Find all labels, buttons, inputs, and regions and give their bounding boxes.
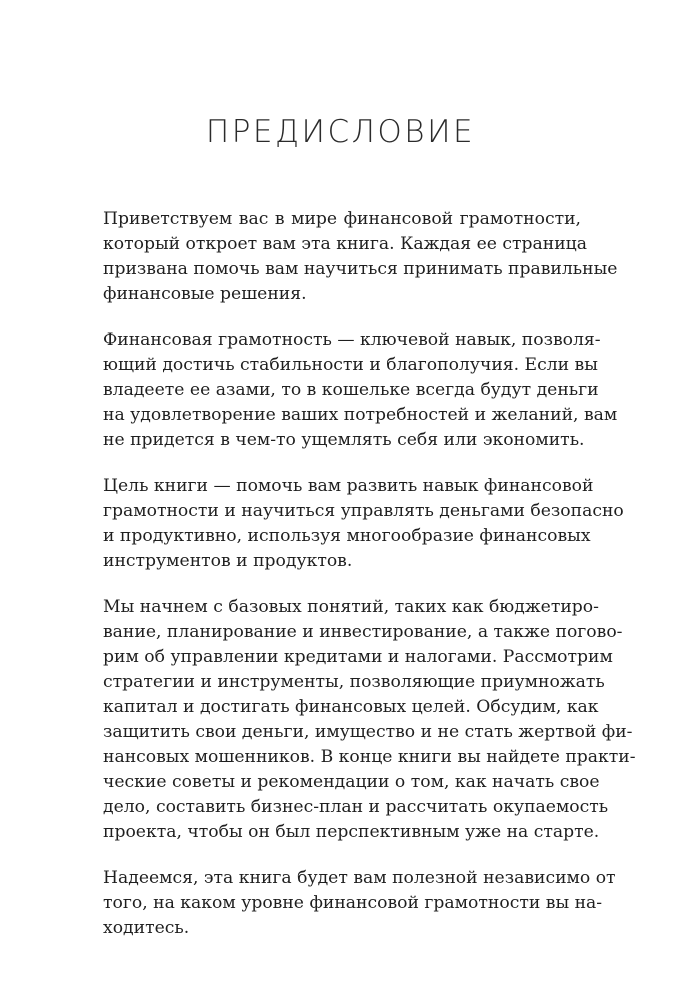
text-line: призвана помочь вам научиться принимать правильные <box>103 259 618 279</box>
text-line: ющий достичь стабильности и благополучия. Если вы <box>103 355 598 375</box>
text-line: Приветствуем вас в мире финансовой грамотности, <box>103 209 581 229</box>
paragraph-5 <box>103 866 616 941</box>
text-line: дело, составить бизнес-план и рассчитать окупаемость <box>103 797 609 817</box>
text-line: грамотности и научиться управлять деньгами безопасно <box>103 501 624 521</box>
paragraph-4 <box>103 595 636 845</box>
text-line: Цель книги — помочь вам развить навык финансовой <box>103 476 594 496</box>
text-line: того, на каком уровне финансовой грамотности вы на- <box>103 893 603 913</box>
text-line: вание, планирование и инвестирование, а также погово- <box>103 622 623 642</box>
paragraph-1 <box>103 207 618 307</box>
text-line: капитал и достигать финансовых целей. Обсудим, как <box>103 697 599 717</box>
paragraph-3 <box>103 474 624 574</box>
text-line: инструментов и продуктов. <box>103 551 353 571</box>
text-line: стратегии и инструменты, позволяющие приумножать <box>103 672 605 692</box>
text-line: рим об управлении кредитами и налогами. Рассмотрим <box>103 647 613 667</box>
text-line: владеете ее азами, то в кошельке всегда будут деньги <box>103 380 599 400</box>
text-line: ходитесь. <box>103 918 190 938</box>
preface-body <box>103 207 636 962</box>
text-line: ческие советы и рекомендации о том, как начать свое <box>103 772 600 792</box>
text-line: и продуктивно, используя многообразие финансовых <box>103 526 591 546</box>
text-line: Надеемся, эта книга будет вам полезной независимо от <box>103 868 616 888</box>
text-line: не придется в чем-то ущемлять себя или экономить. <box>103 430 585 450</box>
page-title: ПРЕДИСЛОВИЕ <box>205 114 476 150</box>
text-line: проекта, чтобы он был перспективным уже на старте. <box>103 822 600 842</box>
paragraph-2 <box>103 328 618 453</box>
text-line: на удовлетворение ваших потребностей и желаний, вам <box>103 405 618 425</box>
text-line: финансовые решения. <box>103 284 307 304</box>
text-line: Мы начнем с базовых понятий, таких как бюджетиро- <box>103 597 599 617</box>
text-line: который откроет вам эта книга. Каждая ее страница <box>103 234 587 254</box>
text-line: нансовых мошенников. В конце книги вы найдете практи- <box>103 747 636 767</box>
text-line: защитить свои деньги, имущество и не стать жертвой фи- <box>103 722 633 742</box>
text-line: Финансовая грамотность — ключевой навык, позволя- <box>103 330 601 350</box>
